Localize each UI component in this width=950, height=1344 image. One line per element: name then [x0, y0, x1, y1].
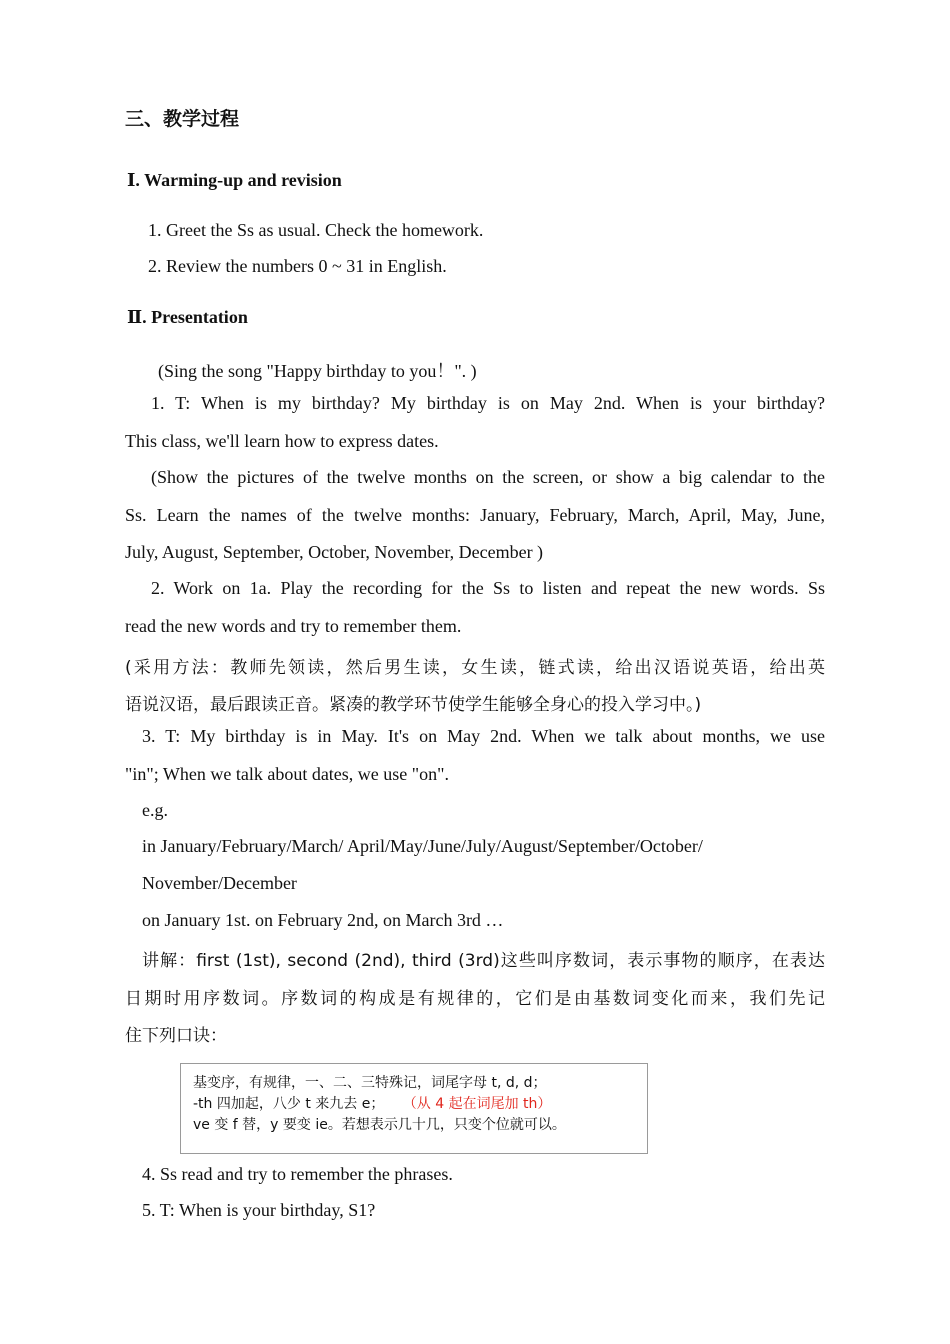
eg-label: e.g. — [142, 800, 168, 820]
rhyme-box — [180, 1063, 648, 1154]
method-line1: (采用方法：教师先领读，然后男生读，女生读，链式读，给出汉语说英语，给出英 — [125, 658, 825, 678]
step1-note-line2: Ss. Learn the names of the twelve months: January, February, March, April, May, June, — [125, 505, 825, 525]
step2-line2: read the new words and try to remember them. — [125, 616, 462, 636]
step1-line1: 1. T: When is my birthday? My birthday is on May 2nd. When is your birthday? — [151, 393, 825, 413]
step3-line1: 3. T: My birthday is in May. It's on May 2nd. When we talk about months, we use — [142, 726, 825, 746]
part1-item-1: 1. Greet the Ss as usual. Check the homework. — [148, 220, 484, 240]
explain-line3: 住下列口诀： — [125, 1026, 227, 1046]
explain-line2: 日期时用序数词。序数词的构成是有规律的，它们是由基数词变化而来，我们先记 — [125, 989, 825, 1009]
song-instruction: (Sing the song "Happy birthday to you！". ) — [158, 361, 477, 381]
method-line2: 语说汉语，最后跟读正音。紧凑的教学环节使学生能够全身心的投入学习中。) — [125, 695, 702, 715]
part2-heading: Ⅱ. Presentation — [127, 307, 248, 327]
step4-line: 4. Ss read and try to remember the phrases. — [142, 1164, 453, 1184]
explain-line1: 讲解：first (1st), second (2nd), third (3rd)这些叫序数词，表示事物的顺序，在表达 — [142, 951, 825, 971]
rhyme-line3: ve 变 f 替，y 要变 ie。若想表示几十几，只变个位就可以。 — [193, 1117, 566, 1133]
step1-note-line3: July, August, September, October, November, December ) — [125, 542, 544, 562]
rhyme-line1: 基变序，有规律，一、二、三特殊记，词尾字母 t, d, d； — [193, 1075, 547, 1091]
step2-line1: 2. Work on 1a. Play the recording for the Ss to listen and repeat the new words. Ss — [151, 578, 825, 598]
months-line2: November/December — [142, 873, 297, 893]
rhyme-line2-text: -th 四加起，八少 t 来九去 e； — [193, 1096, 385, 1112]
step3-line2: "in"; When we talk about dates, we use "on". — [125, 764, 449, 784]
part1-item-2: 2. Review the numbers 0 ~ 31 in English. — [148, 256, 447, 276]
step5-line: 5. T: When is your birthday, S1? — [142, 1200, 376, 1220]
rhyme-line2 — [193, 1093, 551, 1113]
part1-heading: Ⅰ. Warming-up and revision — [127, 170, 342, 190]
section-title: 三、教学过程 — [125, 109, 240, 130]
rhyme-line2-red-note: （从 4 起在词尾加 th） — [402, 1096, 552, 1112]
dates-line: on January 1st. on February 2nd, on March 3rd … — [142, 910, 504, 930]
months-line1: in January/February/March/ April/May/June/July/August/September/October/ — [142, 836, 703, 856]
step1-note-line1: (Show the pictures of the twelve months on the screen, or show a big calendar to the — [151, 467, 825, 487]
step1-line2: This class, we'll learn how to express dates. — [125, 431, 439, 451]
